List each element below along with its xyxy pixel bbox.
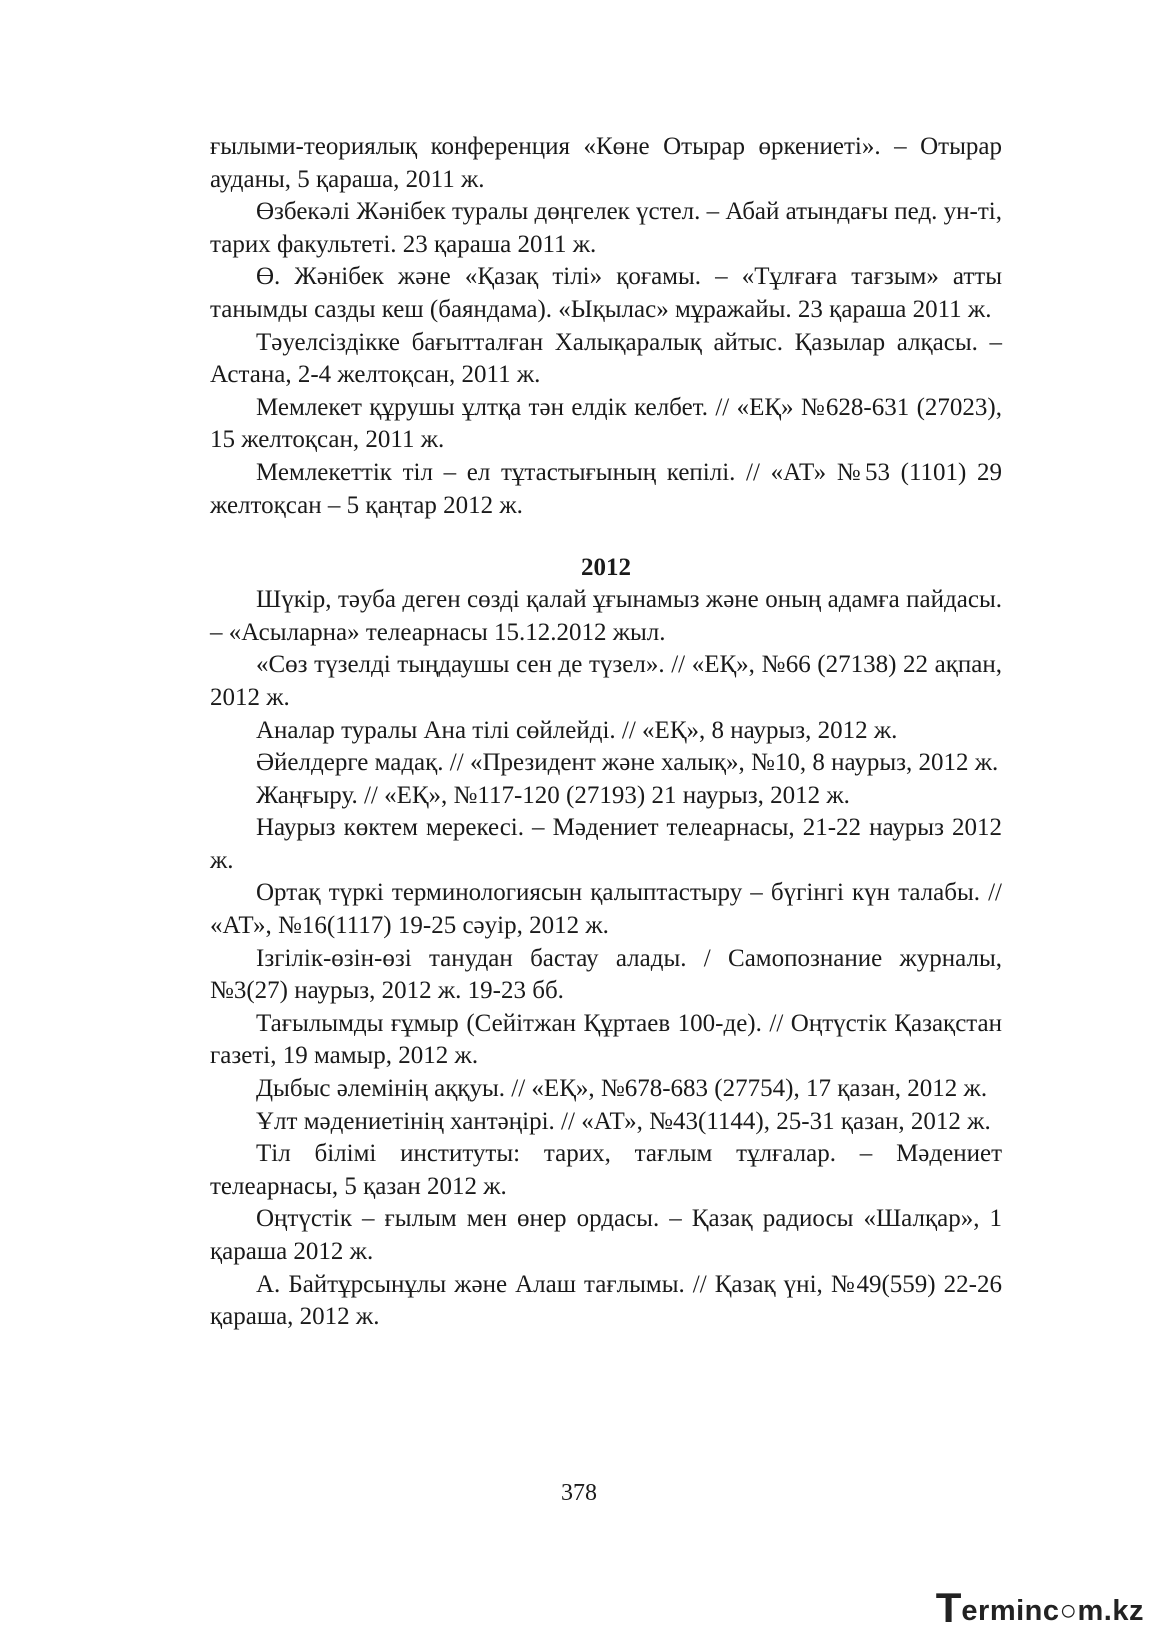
termincom-watermark (935, 1584, 1144, 1631)
page-number: 378 (561, 1480, 597, 1506)
bibliography-entry: «Сөз түзелді тыңдаушы сен де түзел». // «ЕҚ», №66 (27138) 22 ақпан, 2012 ж. (210, 651, 1002, 711)
bibliography-entry: Ортақ түркі терминологиясын қалыптастыру – бүгінгі күн талабы. // «АТ», №16(1117) 19-25 сәуір, 2012 ж. (210, 879, 1002, 940)
bibliography-entry: Жаңғыру. // «ЕҚ», №117-120 (27193) 21 наурыз, 2012 ж. (256, 781, 850, 809)
bibliography-entry: Мемлекеттік тіл – ел тұтастығының кепілі. // «АТ» №53 (1101) 29 желтоқсан – 5 қаңтар 2012 ж. (210, 458, 1002, 519)
bibliography-entry: Ізгілік-өзін-өзі танудан бастау алады. / Самопознание журналы, №3(27) наурыз, 2012 ж. 19-23 бб. (210, 944, 1002, 1005)
bibliography-entry: Ұлт мәдениетінің хантәңірі. // «АТ», №43(1144), 25-31 қазан, 2012 ж. (256, 1107, 991, 1135)
watermark-initial: T (935, 1584, 962, 1631)
watermark-text: erminc○m.kz (961, 1595, 1144, 1627)
bibliography-entry: Оңтүстік – ғылым мен өнер ордасы. – Қазақ радиосы «Шалқар», 1 қараша 2012 ж. (210, 1205, 1002, 1265)
bibliography-entry: Шүкір, тәуба деген сөзді қалай ұғынамыз және оның адамға пайдасы. – «Асыларна» телеарнасы 15.12.2012 жыл. (210, 586, 1002, 646)
bibliography-entry: Аналар туралы Ана тілі сөйлейді. // «ЕҚ», 8 наурыз, 2012 ж. (256, 716, 898, 744)
bibliography-list (210, 131, 1002, 1334)
bibliography-entry: Мемлекет құрушы ұлтқа тән елдік келбет. // «ЕҚ» №628-631 (27023), 15 желтоқсан, 2011 ж. (210, 393, 1002, 454)
bibliography-entry: Тағылымды ғұмыр (Сейітжан Құртаев 100-де). // Оңтүстік Қазақстан газеті, 19 мамыр, 2012 ж. (210, 1009, 1002, 1070)
bibliography-entry: Тәуелсіздікке бағытталған Халықаралық айтыс. Қазылар алқасы. – Астана, 2-4 желтоқсан, 2011 ж. (210, 328, 1002, 389)
year-heading: 2012 (581, 554, 631, 582)
bibliography-entry: Әйелдерге мадақ. // «Президент және халық», №10, 8 наурыз, 2012 ж. (256, 749, 999, 777)
bibliography-entry: Ө. Жәнібек және «Қазақ тілі» қоғамы. – «Тұлғаға тағзым» атты танымды сазды кеш (баяндама). «Ықылас» мұражайы. 23 қараша 2011 ж. (210, 263, 1002, 323)
bibliography-entry: ғылыми-теориялық конференция «Көне Отырар өркениеті». – Отырар ауданы, 5 қараша, 2011 ж. (210, 133, 1002, 193)
bibliography-entry: А. Байтұрсынұлы және Алаш тағлымы. // Қазақ үні, №49(559) 22-26 қараша, 2012 ж. (210, 1270, 1002, 1331)
bibliography-entry: Дыбыс әлемінің аққуы. // «ЕҚ», №678-683 (27754), 17 қазан, 2012 ж. (256, 1075, 988, 1103)
bibliography-entry: Наурыз көктем мерекесі. – Мәдениет телеарнасы, 21-22 наурыз 2012 ж. (210, 814, 1002, 874)
bibliography-entry: Өзбекәлі Жәнібек туралы дөңгелек үстел. – Абай атындағы пед. ун-ті, тарих факультеті. 23 қараша 2011 ж. (210, 198, 1002, 258)
bibliography-entry: Тіл білімі институты: тарих, тағлым тұлғалар. – Мәдениет телеарнасы, 5 қазан 2012 ж. (210, 1140, 1002, 1200)
